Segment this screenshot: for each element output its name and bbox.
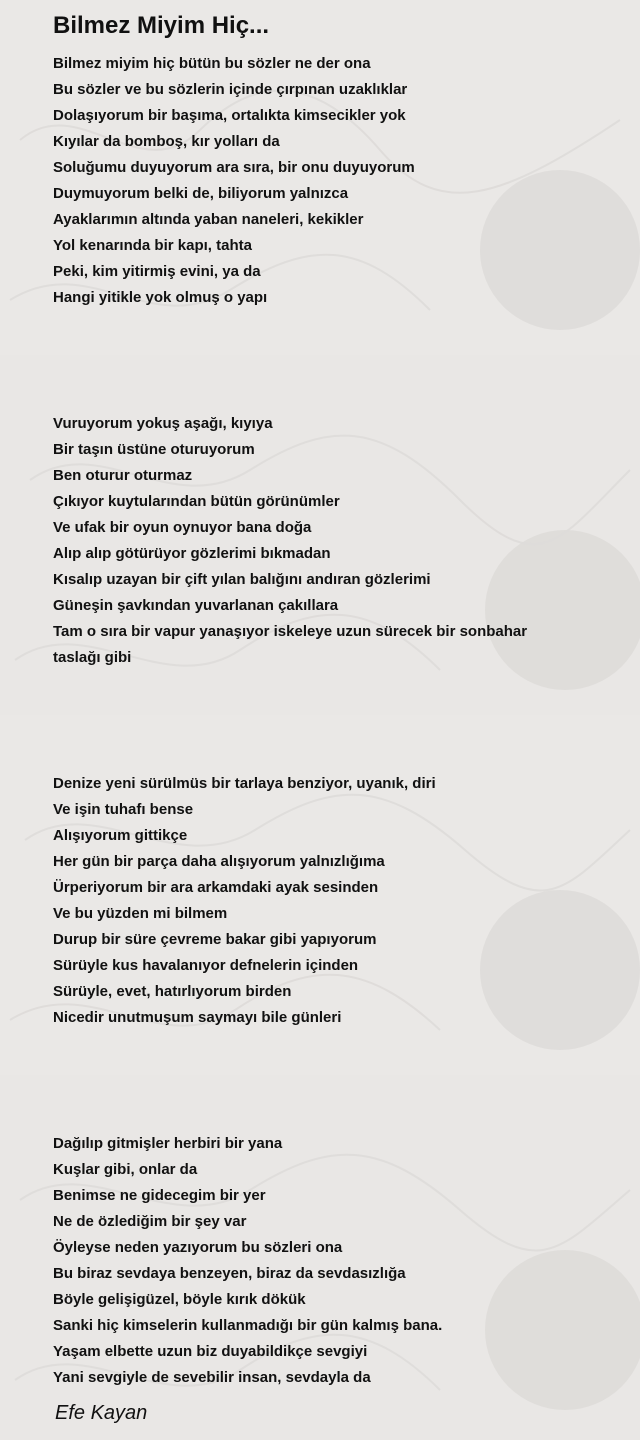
poem-line: Kısalıp uzayan bir çift yılan balığını andıran gözlerimi [53, 571, 431, 588]
poem-line: Hangi yitikle yok olmuş o yapı [53, 289, 268, 306]
poem-line: Benimse ne gidecegim bir yer [53, 1187, 266, 1204]
poem-line: Bu sözler ve bu sözlerin içinde çırpınan uzaklıklar [53, 81, 408, 98]
poem-line: Sürüyle kus havalanıyor defnelerin içinden [53, 957, 359, 974]
poem-line: Dolaşıyorum bir başıma, ortalıkta kimsecikler yok [53, 107, 406, 124]
poem-line: Ve bu yüzden mi bilmem [53, 905, 228, 922]
poem-line: Ben oturur oturmaz [53, 467, 193, 484]
poem-line: Güneşin şavkından yuvarlanan çakıllara [53, 597, 339, 614]
stanza-3 [53, 771, 628, 1031]
poem-title: Bilmez Miyim Hiç... [53, 12, 270, 39]
poem-line: Ayaklarımın altında yaban naneleri, kekikler [53, 211, 364, 228]
poem-line: Kıyılar da bomboş, kır yolları da [53, 133, 280, 150]
poem-line: Kuşlar gibi, onlar da [53, 1161, 198, 1178]
poem-line: Her gün bir parça daha alışıyorum yalnızlığıma [53, 853, 385, 870]
poem-line: Bu biraz sevdaya benzeyen, biraz da sevdasızlığa [53, 1265, 406, 1282]
poem-line: Böyle gelişigüzel, böyle kırık dökük [53, 1291, 306, 1308]
poem-line: Yol kenarında bir kapı, tahta [53, 237, 252, 254]
poem-line: Alıp alıp götürüyor gözlerimi bıkmadan [53, 545, 331, 562]
poem-line: Alışıyorum gittikçe [53, 827, 188, 844]
poem-line: Ürperiyorum bir ara arkamdaki ayak sesinden [53, 879, 379, 896]
stanza-1 [53, 51, 628, 311]
poem-line: Sürüyle, evet, hatırlıyorum birden [53, 983, 292, 1000]
poem-line: Dağılıp gitmişler herbiri bir yana [53, 1135, 283, 1152]
stanza-4 [53, 1131, 628, 1391]
poem-line: Ne de özlediğim bir şey var [53, 1213, 247, 1230]
stanza-2 [53, 411, 628, 671]
poem-line: Nicedir unutmuşum saymayı bile günleri [53, 1009, 342, 1026]
poem-line: Durup bir süre çevreme bakar gibi yapıyorum [53, 931, 377, 948]
poem-line: Duymuyorum belki de, biliyorum yalnızca [53, 185, 349, 202]
poem-line: Öyleyse neden yazıyorum bu sözleri ona [53, 1239, 343, 1256]
poem-line: taslağı gibi [53, 649, 132, 666]
poem-line: Ve ufak bir oyun oynuyor bana doğa [53, 519, 312, 536]
poem-line: Çıkıyor kuytularından bütün görünümler [53, 493, 340, 510]
poem-line: Ve işin tuhafı bense [53, 801, 194, 818]
poem-line: Bir taşın üstüne oturuyorum [53, 441, 255, 458]
poem-line: Yaşam elbette uzun biz duyabildikçe sevgiyi [53, 1343, 368, 1360]
poem-line: Tam o sıra bir vapur yanaşıyor iskeleye uzun sürecek bir sonbahar [53, 623, 528, 640]
poem-line: Denize yeni sürülmüs bir tarlaya benziyor, uyanık, diri [53, 775, 436, 792]
poem-line: Peki, kim yitirmiş evini, ya da [53, 263, 261, 280]
poem-author: Efe Kayan [55, 1402, 148, 1424]
poem-line: Yani sevgiyle de sevebilir insan, sevdayla da [53, 1369, 371, 1386]
poem-line: Sanki hiç kimselerin kullanmadığı bir gün kalmış bana. [53, 1317, 443, 1334]
poem-line: Bilmez miyim hiç bütün bu sözler ne der ona [53, 55, 371, 72]
poem-line: Vuruyorum yokuş aşağı, kıyıya [53, 415, 273, 432]
poem-line: Soluğumu duyuyorum ara sıra, bir onu duyuyorum [53, 159, 415, 176]
